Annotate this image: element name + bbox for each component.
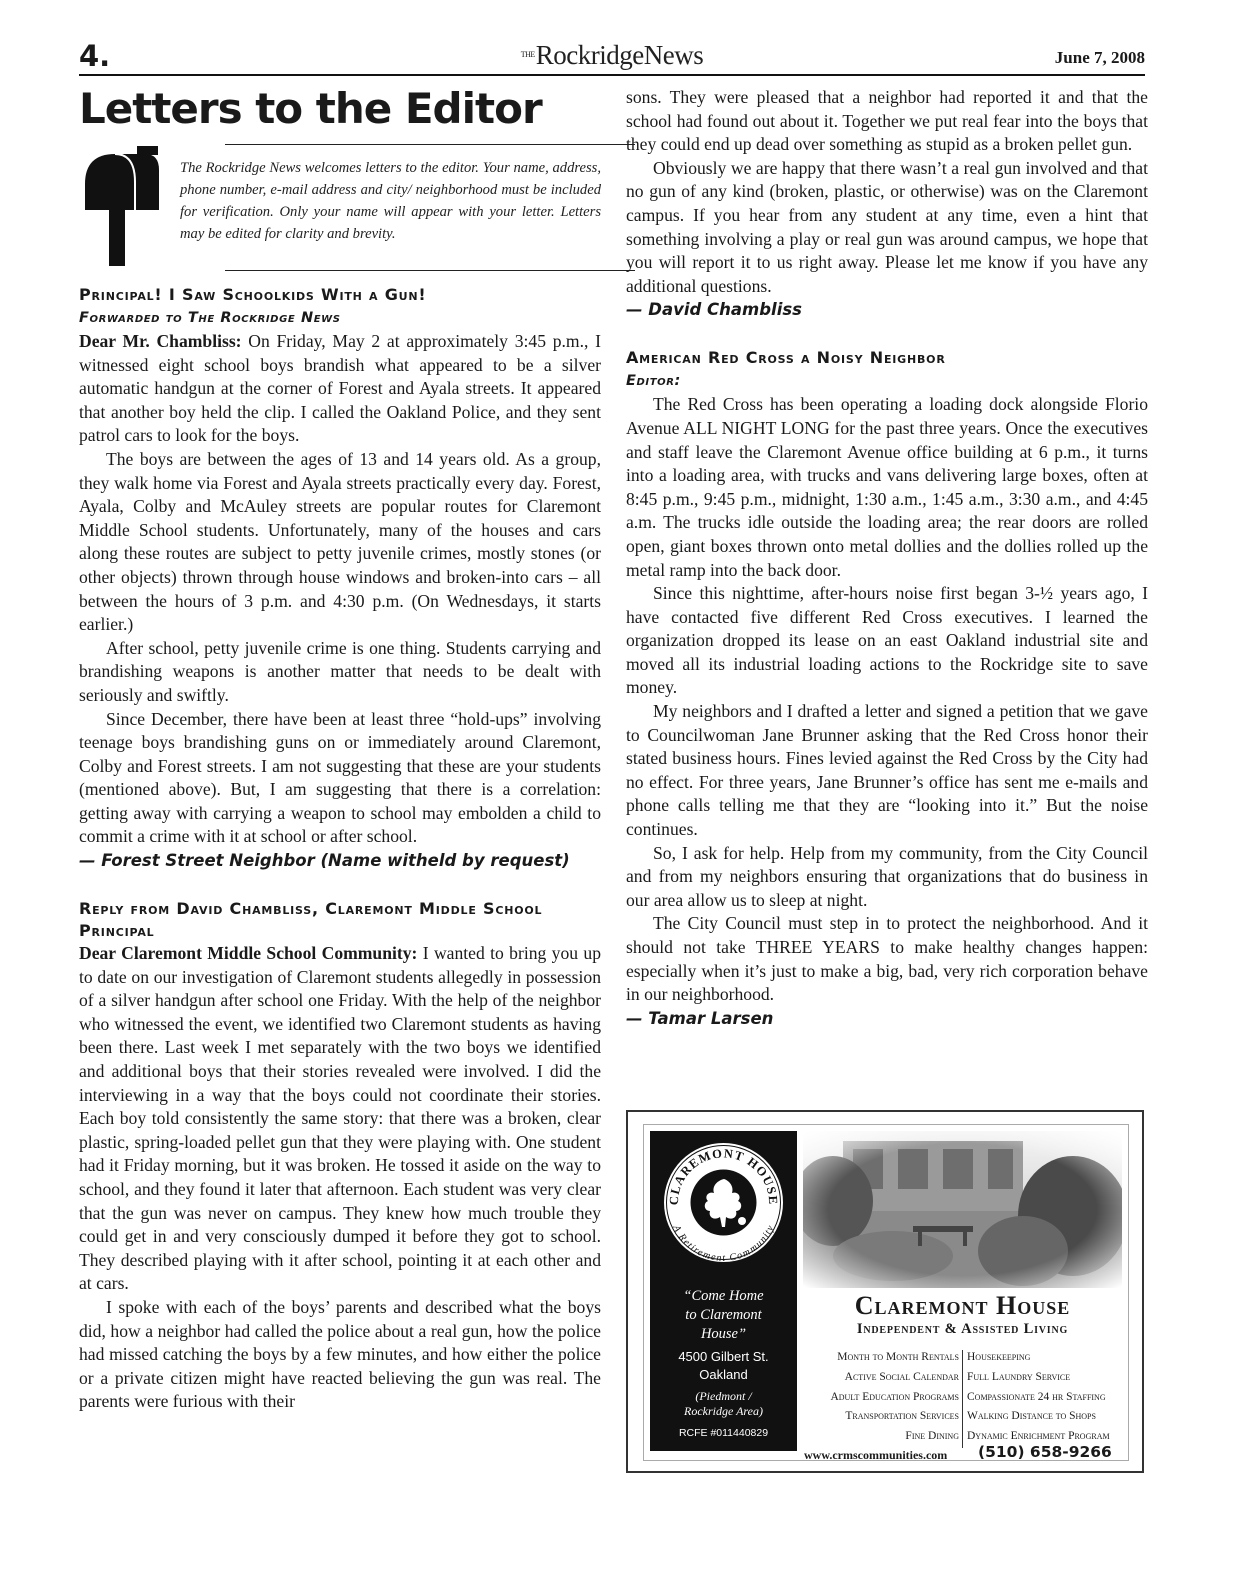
masthead-the: THE [520,50,535,59]
claremont-house-seal [664,1143,783,1262]
letter-headline: Reply from David Chambliss, Claremont Middle School Principal [79,899,543,941]
letter-paragraph: The boys are between the ages of 13 and 14 years old. As a group, they walk home via Forest and Ayala streets practically every day. Forest, Ayala, Colby and McAuley streets are popular routes for Claremont Middle School students. Unfortunately, many of the houses and cars along these routes are subject to petty juvenile crimes, mostly stones (or other objects) thrown through house windows and broken-into cars – all between the hours of 3 p.m. and 4:30 p.m. (On Wednesdays, it starts earlier.) [79,448,601,635]
ad-url: www.crmscommunities.com [804,1448,948,1462]
service-item: Transportation Services [845,1410,959,1423]
garden-photo [803,1131,1122,1288]
letter-headline: American Red Cross a Noisy Neighbor [626,348,946,368]
service-item: Dynamic Enrichment Program [967,1430,1110,1443]
service-item: Compassionate 24 hr Staffing [967,1390,1106,1403]
left-column [79,84,601,1414]
seal-bottom-text: A Retirement Community [670,1223,777,1262]
ad-license: RCFE #011440829 [678,1427,769,1439]
intro-rule-bottom [225,270,635,271]
letter-paragraph: Obviously we are happy that there wasn’t a real gun involved and that no gun of any kind (broken, plastic, or otherwise) was on the Claremont campus. If you hear from any student at any time, even a hint that something involving a play or real gun was around campus, we hope that you will report it to us right away. Please let me know if you have any additional questions. [626,157,1148,296]
letter-1 [79,284,601,873]
page-header [79,40,1145,76]
right-column [626,86,1148,1031]
service-item: Walking Distance to Shops [967,1410,1096,1423]
ad-sidebar [650,1131,797,1451]
letter-paragraph: I spoke with each of the boys’ parents and described what the boys did, how a neighbor had called the police about a real gun, how the police had missed catching the boys by a few minutes, and how either the police or a private citizen might have reacted believing the gun was real. The parents were furious with their [79,1296,601,1412]
letter-paragraph: So, I ask for help. Help from my community, from the City Council and from my neighbors ensuring that organizations that do business in our area allow us to sleep at night. [626,842,1148,910]
section-title: Letters to the Editor [79,84,542,133]
letter-paragraph: Dear Claremont Middle School Community: I wanted to bring you up to date on our investigation of Claremont students allegedly in possession of a silver handgun after school one Friday. With the help of the neighbor who witnessed the event, we identified two Claremont students as having been there. Last week I met separately with the two boys we identified and additional boys that their stories revealed were involved. I did the interviewing in a way that the boys could not coordinate their stories. Each boy told consistently the same story: that there was a broken, clear plastic, spring-loaded pellet gun that they were playing with. One student had it Friday morning, but it was broken. He tossed it aside on the way to school, and they found it later that afternoon. Each student was very clear that the gun was never on campus. They knew how much trouble they could get in and very consciously dumped it before they got to school. They described playing with it after school, pointing it at each other and at cars. [79,943,601,1294]
service-item: Fine Dining [905,1430,959,1443]
letter-paragraph: Since this nighttime, after-hours noise first began 3-½ years ago, I have contacted five different Red Cross executives. I learned the organization dropped its lease on an east Oakland industrial site and moved all its industrial loading actions to the Rockridge site to save money. [626,583,1148,698]
letter-headline: Principal! I Saw Schoolkids With a Gun! [79,285,427,304]
service-item: Active Social Calendar [844,1370,959,1383]
letter-paragraph: My neighbors and I drafted a letter and signed a petition that we gave to Councilwoman Jane Brunner asking that the Red Cross honor their stated business hours. Fines levied against the Red Cross by the City had no effect. For three years, Jane Brunner’s office has sent me e-mails and phone calls telling me that they are “looking into it.” But the noise continues. [626,701,1148,840]
letter-2 [79,898,601,1414]
page-number: 4. [79,39,111,73]
services-left [797,1348,959,1447]
letter-salutation: Dear Claremont Middle School Community: [79,943,418,964]
ad-phone: (510) 658-9266 [978,1443,1112,1461]
intro-text: The Rockridge News welcomes letters to the editor. Your name, address, phone number, e-mail address and city/ neighborhood must be included for verification. Only your name will appear with your letter. Letters may be edited for clarity and brevity. [180,160,601,242]
letter-signature: — Forest Street Neighbor (Name witheld by request) [79,851,570,871]
ad-slogan: “Come Home to Claremont House” [683,1288,764,1342]
letter-signature: — David Chambliss [626,300,802,320]
letters-intro [79,142,601,284]
publication-date: June 7, 2008 [1054,48,1145,67]
ad-business-name: Claremont House [854,1291,1071,1320]
service-item: Adult Education Programs [830,1390,959,1403]
letter-paragraph: Dear Mr. Chambliss: On Friday, May 2 at approximately 3:45 p.m., I witnessed eight school boys brandish what appeared to be a silver automatic handgun at the corner of Forest and Ayala streets. It appeared that another boy held the clip. I called the Oakland Police, and they sent patrol cars to look for the boys. [79,331,601,446]
letter-signature: — Tamar Larsen [626,1008,774,1028]
letter-3 [626,347,1148,1030]
masthead [79,39,1145,73]
ad-address: 4500 Gilbert St. Oakland [678,1349,769,1382]
letter-paragraph: sons. They were pleased that a neighbor had reported it and that the school had found out about it. Together we put real fear into the boys that they could end up dead over something as stupid as a broken pellet gun. [626,87,1148,155]
seal-top-text: CLAREMONT HOUSE [666,1146,781,1206]
services-divider [962,1350,963,1448]
service-item: Housekeeping [967,1351,1031,1363]
letter-paragraph: Since December, there have been at least three “hold-ups” involving teenage boys brandishing guns on or immediately around Claremont, Colby and Forest streets. I am not suggesting that these are your students (mentioned above). But, I am suggesting that there is a correlation: getting away with carrying a weapon to school may embolden a child to commit a crime with it at school or after school. [79,708,601,847]
service-item: Full Laundry Service [967,1370,1071,1383]
ad-area: (Piedmont / Rockridge Area) [684,1389,763,1418]
mailbox-icon [79,146,163,266]
letter-paragraph: After school, petty juvenile crime is one thing. Students carrying and brandishing weapons is another matter that needs to be dealt with seriously and swiftly. [79,637,601,705]
letter-2-continued [626,86,1148,322]
claremont-house-ad [626,1110,1144,1473]
letter-salutation: Dear Mr. Chambliss: [79,331,242,351]
ad-tagline: Independent & Assisted Living [856,1321,1069,1337]
letter-subhead: Forwarded to The Rockridge News [79,310,341,326]
letter-paragraph: The City Council must step in to protect the neighborhood. And it should not take THREE YEARS to make healthy changes happen: especially when it’s just to make a big, bad, very rich corporation behave in our neighborhood. [626,913,1148,1005]
service-item: Month to Month Rentals [837,1351,959,1363]
services-right [967,1348,1132,1447]
letter-subhead: Editor: [626,373,681,390]
ad-inner-frame [643,1124,1129,1461]
masthead-title: RockridgeNews [535,40,704,70]
letter-paragraph: The Red Cross has been operating a loading dock alongside Florio Avenue ALL NIGHT LONG for the past three years. Once the executives and staff leave the Claremont Avenue office building at 6 p.m., it turns into a loading area, with trucks and vans delivering large boxes, often at 8:45 p.m., 9:45 p.m., midnight, 1:30 a.m., 1:45 a.m., 3:30 a.m., and 4:45 a.m. The trucks idle outside the loading area; the rear doors are rolled open, giant boxes thrown onto metal dollies and the dollies rolled up the metal ramp into the back door. [626,394,1148,580]
intro-rule-top [225,144,635,145]
